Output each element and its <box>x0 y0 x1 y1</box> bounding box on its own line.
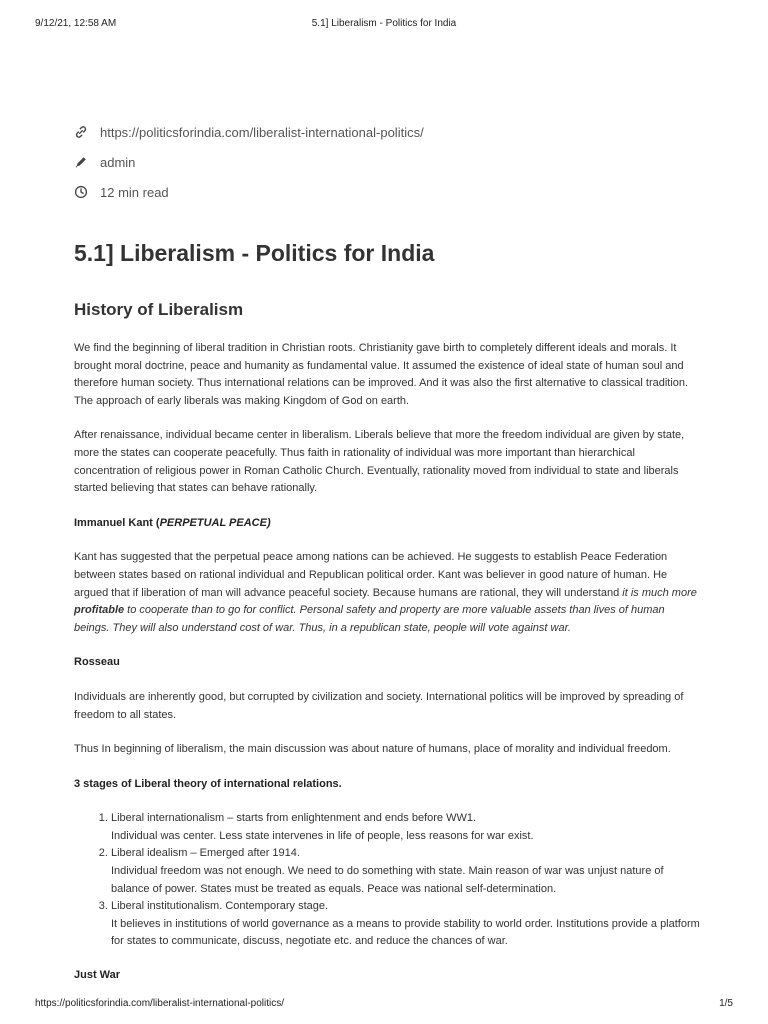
link-icon <box>74 125 88 139</box>
page-title: 5.1] Liberalism - Politics for India <box>74 240 435 266</box>
kant-text: Kant has suggested that the perpetual peace among nations can be achieved. He suggests to establish Peace Federation between states based on rational individual and Republican political order. Kant was believer in good nature of human. He argued that if liberation of man will advance peaceful society. Because humans are rational, they will understand <box>74 551 668 599</box>
rosseau-heading: Rosseau <box>74 656 120 669</box>
paragraph-kant <box>74 549 702 637</box>
print-page-title: 5.1] Liberalism - Politics for India <box>311 18 457 29</box>
meta-link[interactable]: https://politicsforindia.com/liberalist-international-politics/ <box>100 124 424 140</box>
stages-list <box>74 810 702 951</box>
stages-heading: 3 stages of Liberal theory of international relations. <box>74 777 342 790</box>
stage-title: Liberal internationalism – starts from enlightenment and ends before WW1. <box>111 812 477 825</box>
print-header <box>35 18 733 32</box>
list-item <box>111 845 702 898</box>
stage-description: It believes in institutions of world governance as a means to provide stability to world order. Institutions provide a platform for states to communicate, discuss, negotiate etc. and reduce the chances of war. <box>111 917 700 948</box>
meta-author: admin <box>100 154 136 170</box>
stage-description: Individual freedom was not enough. We need to do something with state. Main reason of war was unjust nature of balance of power. States must be treated as equals. Peace was national self-determination. <box>111 865 664 895</box>
section-title: History of Liberalism <box>74 300 244 319</box>
pencil-icon <box>74 155 88 169</box>
meta-link-row[interactable] <box>74 122 424 142</box>
kant-italic-1: it is much more <box>622 586 697 599</box>
kant-heading-text: Immanuel Kant ( <box>74 516 160 529</box>
kant-heading-italic: PERPETUAL PEACE) <box>159 516 271 529</box>
post-meta <box>74 122 424 212</box>
meta-read-time: 12 min read <box>100 184 169 200</box>
meta-readtime-row <box>74 182 424 202</box>
print-datetime: 9/12/21, 12:58 AM <box>35 18 117 29</box>
paragraph-summary: Thus In beginning of liberalism, the main discussion was about nature of humans, place of morality and individual freedom. <box>74 743 671 756</box>
print-footer <box>35 998 733 1012</box>
clock-icon <box>74 185 88 199</box>
stage-description: Individual was center. Less state intervenes in life of people, less reasons for war exist. <box>111 829 534 842</box>
stage-title: Liberal idealism – Emerged after 1914. <box>111 847 300 860</box>
list-item <box>111 898 702 951</box>
list-item <box>111 810 702 845</box>
paragraph-christian-roots: We find the beginning of liberal tradition in Christian roots. Christianity gave birth to completely different ideals and morals. It brought moral doctrine, peace and humanity as fundamental value. It assumed the existence of ideal state of human soul and therefore human society. Thus international relations can be improved. And it was also the first alternative to classical tradition. The approach of early liberals was making Kingdom of God on earth. <box>74 342 689 407</box>
print-page-number: 1/5 <box>719 998 733 1009</box>
kant-bold-profitable: profitable <box>74 604 125 617</box>
paragraph-renaissance: After renaissance, individual became center in liberalism. Liberals believe that more the freedom individual are given by state, more the states can cooperate peacefully. Thus faith in rationality of individual was more important than hierarchical concentration of religious power in Roman Catholic Church. Eventually, rationality moved from individual to state and liberals started believing that states can behave rationally. <box>74 429 685 495</box>
article <box>74 236 702 985</box>
paragraph-rosseau: Individuals are inherently good, but corrupted by civilization and society. International politics will be improved by spreading of freedom to all states. <box>74 690 684 721</box>
kant-heading <box>74 515 702 533</box>
just-war-heading: Just War <box>74 969 121 982</box>
kant-italic-2: to cooperate than to go for conflict. Personal safety and property are more valuable assets than lives of human beings. They will also understand cost of war. Thus, in a republican state, people will vote against war. <box>74 604 665 634</box>
print-footer-url: https://politicsforindia.com/liberalist-international-politics/ <box>35 998 284 1009</box>
stage-title: Liberal institutionalism. Contemporary stage. <box>111 900 329 913</box>
meta-author-row <box>74 152 424 172</box>
